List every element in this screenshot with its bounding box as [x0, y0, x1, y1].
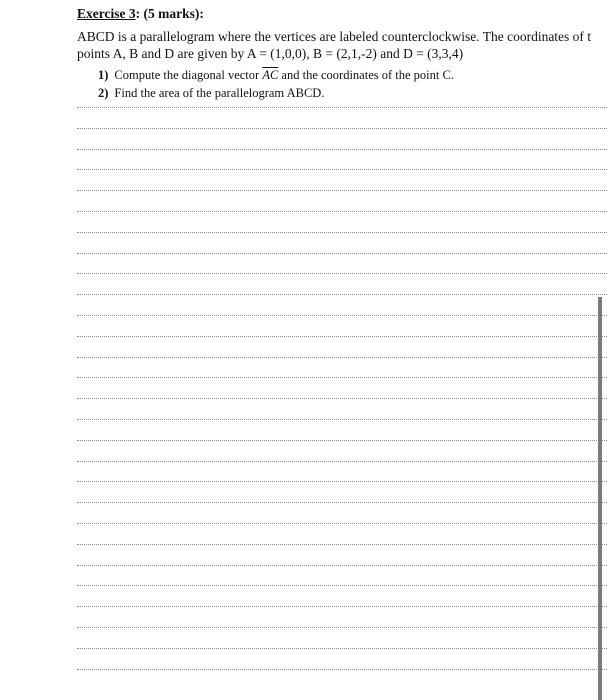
answer-line	[77, 440, 607, 441]
exercise-title-label: Exercise 3	[77, 6, 136, 21]
answer-line	[77, 419, 607, 420]
question-1-number: 1)	[98, 68, 109, 82]
vector-ac: $\overline{AC}$	[262, 68, 279, 82]
answer-line	[77, 544, 607, 545]
answer-line	[77, 149, 607, 150]
answer-line	[77, 232, 607, 233]
page-edge-bar	[598, 297, 602, 700]
answer-line	[77, 211, 607, 212]
answer-lines	[77, 107, 607, 700]
question-1	[98, 66, 454, 84]
answer-line	[77, 336, 607, 337]
answer-line	[77, 523, 607, 524]
answer-line	[77, 377, 607, 378]
question-2	[98, 84, 454, 102]
answer-line	[77, 461, 607, 462]
answer-line	[77, 357, 607, 358]
statement-line-2: points A, B and D are given by A = (1,0,0), B = (2,1,-2) and D = (3,3,4)	[77, 46, 464, 61]
question-2-number: 2)	[98, 86, 109, 100]
exercise-statement	[77, 28, 607, 62]
question-list	[98, 66, 454, 102]
answer-line	[77, 253, 607, 254]
answer-line	[77, 315, 607, 316]
exercise-title	[77, 6, 204, 22]
answer-line	[77, 128, 607, 129]
question-2-text: Find the area of the parallelogram ABCD.	[114, 86, 325, 100]
answer-line	[77, 669, 607, 670]
answer-line	[77, 481, 607, 482]
answer-line	[77, 648, 607, 649]
answer-line	[77, 606, 607, 607]
answer-line	[77, 273, 607, 274]
answer-line	[77, 398, 607, 399]
answer-line	[77, 190, 607, 191]
answer-line	[77, 107, 607, 108]
answer-line	[77, 585, 607, 586]
answer-line	[77, 502, 607, 503]
answer-line	[77, 565, 607, 566]
answer-line	[77, 169, 607, 170]
question-1-text-start: Compute the diagonal vector	[114, 68, 263, 82]
exercise-title-marks: : (5 marks):	[135, 6, 204, 21]
answer-line	[77, 627, 607, 628]
statement-line-1: ABCD is a parallelogram where the vertices are labeled counterclockwise. The coordinates of t	[77, 29, 592, 44]
answer-line	[77, 294, 607, 295]
question-1-text-end: and the coordinates of the point C.	[278, 68, 454, 82]
